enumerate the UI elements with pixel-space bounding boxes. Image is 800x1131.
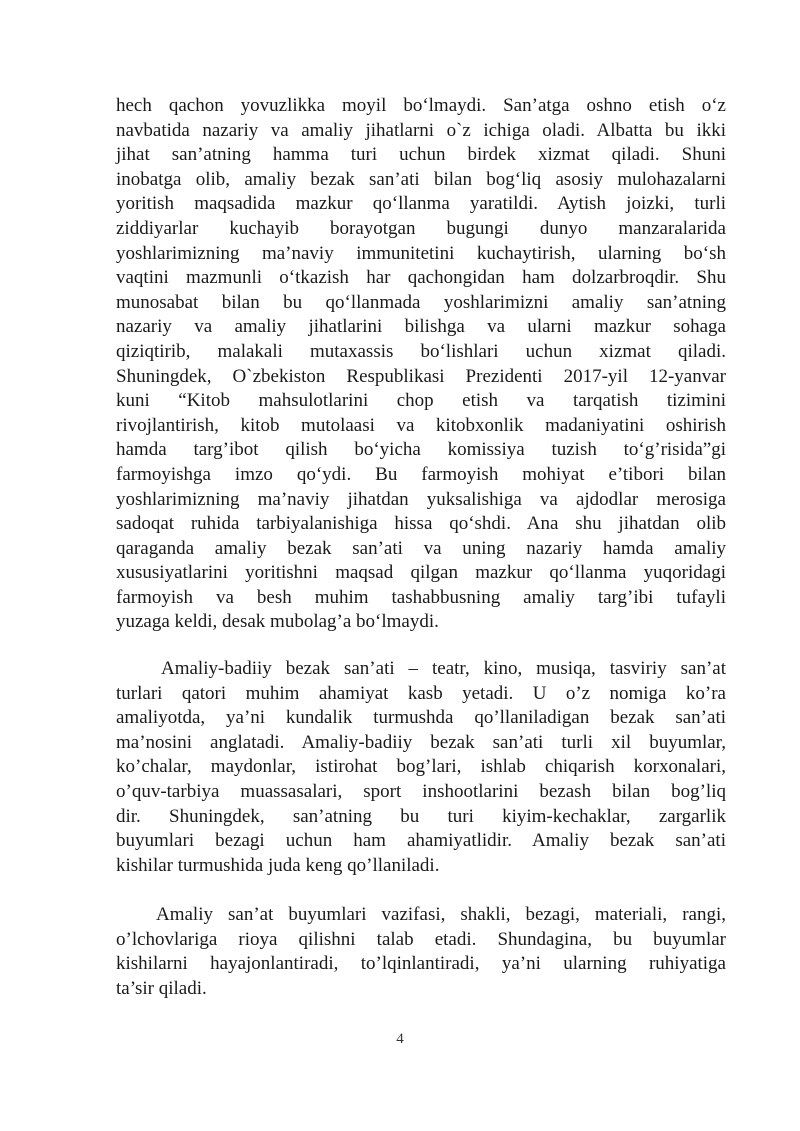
text-line: navbatida nazariy va amaliy jihatlarni o`z ichiga oladi. Albatta bu ikki	[116, 119, 726, 141]
paragraph-1	[116, 94, 726, 635]
text-line: rivojlantirish, kitob mutolaasi va kitobxonlik madaniyatini oshirish	[116, 414, 726, 436]
text-line: munosabat bilan bu qo‘llanmada yoshlarimizni amaliy san’atning	[116, 291, 726, 313]
text-line: qaraganda amaliy bezak san’ati va uning nazariy hamda amaliy	[116, 537, 726, 559]
paragraph-3	[116, 903, 726, 1001]
text-line: ta’sir qiladi.	[116, 977, 207, 999]
text-line: ko’chalar, maydonlar, istirohat bog’lari, ishlab chiqarish korxonalari,	[116, 756, 726, 778]
text-line: o’lchovlariga rioya qilishni talab etadi. Shundagina, bu buyumlar	[116, 928, 726, 950]
text-line: kishilarni hayajonlantiradi, to’lqinlantiradi, ya’ni ularning ruhiyatiga	[116, 953, 726, 975]
text-line: Amaliy-badiiy bezak san’ati – teatr, kino, musiqa, tasviriy san’at	[161, 658, 726, 679]
text-line: Shuningdek, O`zbekiston Respublikasi Prezidenti 2017-yil 12-yanvar	[116, 365, 726, 387]
text-line: Amaliy san’at buyumlari vazifasi, shakli, bezagi, materiali, rangi,	[156, 904, 726, 925]
text-line: yoshlarimizning ma’naviy jihatdan yuksalishiga va ajdodlar merosiga	[116, 488, 726, 510]
text-line: inobatga olib, amaliy bezak san’ati bilan bog‘liq asosiy mulohazalarni	[116, 168, 726, 190]
text-line: jihat san’atning hamma turi uchun birdek xizmat qiladi. Shuni	[116, 144, 726, 166]
text-line: nazariy va amaliy jihatlarini bilishga va ularni mazkur sohaga	[116, 316, 726, 338]
text-line: yuzaga keldi, desak mubolag’a bo‘lmaydi.	[116, 611, 439, 633]
text-line: qiziqtirib, malakali mutaxassis bo‘lishlari uchun xizmat qiladi.	[116, 340, 726, 362]
text-line: buyumlari bezagi uchun ham ahamiyatlidir. Amaliy bezak san’ati	[116, 830, 726, 852]
paragraph-2	[116, 657, 726, 878]
text-line: hamda targ’ibot qilish bo‘yicha komissiya tuzish to‘g’risida”gi	[116, 439, 726, 461]
text-line: farmoyishga imzo qo‘ydi. Bu farmoyish mohiyat e’tibori bilan	[116, 463, 726, 485]
text-line: ma’nosini anglatadi. Amaliy-badiiy bezak san’ati turli xil buyumlar,	[116, 731, 726, 753]
text-line: yoshlarimizning ma’naviy immunitetini kuchaytirish, ularning bo‘sh	[116, 242, 726, 264]
text-line: xususiyatlarini yoritishni maqsad qilgan mazkur qo‘llanma yuqoridagi	[116, 562, 726, 584]
text-line: vaqtini mazmunli o‘tkazish har qachongidan ham dolzarbroqdir. Shu	[116, 267, 726, 289]
text-line: farmoyish va besh muhim tashabbusning amaliy targ’ibi tufayli	[116, 586, 726, 608]
text-line: sadoqat ruhida tarbiyalanishiga hissa qo‘shdi. Ana shu jihatdan olib	[116, 513, 726, 535]
text-line: ziddiyarlar kuchayib borayotgan bugungi dunyo manzaralarida	[116, 217, 726, 239]
text-line: hech qachon yovuzlikka moyil bo‘lmaydi. San’atga oshno etish o‘z	[116, 95, 726, 116]
text-line: dir. Shuningdek, san’atning bu turi kiyim-kechaklar, zargarlik	[116, 805, 726, 827]
text-line: kishilar turmushida juda keng qo’llaniladi.	[116, 854, 440, 876]
page-number: 4	[396, 1031, 404, 1047]
text-line: turlari qatori muhim ahamiyat kasb yetadi. U o’z nomiga ko’ra	[116, 682, 726, 704]
text-line: yoritish maqsadida mazkur qo‘llanma yaratildi. Aytish joizki, turli	[116, 193, 726, 215]
text-line: kuni “Kitob mahsulotlarini chop etish va tarqatish tizimini	[116, 390, 726, 412]
text-line: amaliyotda, ya’ni kundalik turmushda qo’llaniladigan bezak san’ati	[116, 707, 726, 729]
text-line: o’quv-tarbiya muassasalari, sport inshootlarini bezash bilan bog’liq	[116, 780, 726, 802]
